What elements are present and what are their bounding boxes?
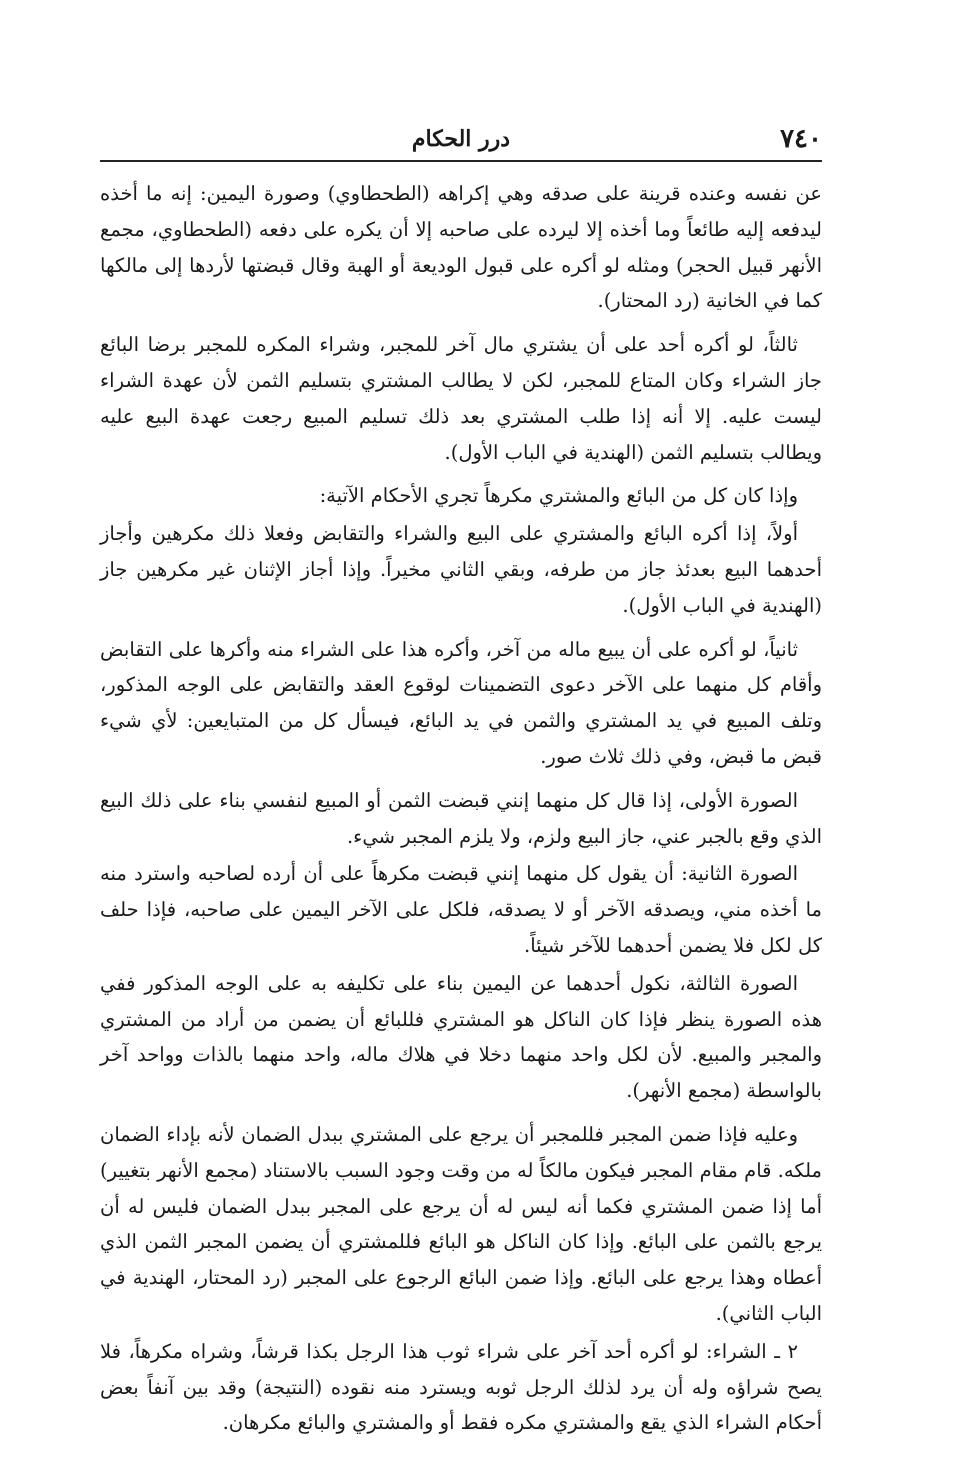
header-divider xyxy=(100,160,822,162)
paragraph-both-coerced-intro: وإذا كان كل من البائع والمشتري مكرهاً تجري الأحكام الآتية: xyxy=(319,484,798,508)
paragraph-first-case: أولاً، إذا أكره البائع والمشتري على البيع والشراء والتقابض وفعلا ذلك مكرهين وأجاز أحدهما البيع بعدئذ جاز من طرفه، وبقي الثاني مخيراً. وإذا أجاز الإثنان غير مكرهين جاز (الهندية في الباب الأول). xyxy=(100,522,822,617)
paragraph-purchase-section: ٢ ـ الشراء: لو أكره أحد آخر على شراء ثوب هذا الرجل بكذا قرشاً، وشراه مكرهاً، فلا يصح شراؤه وله أن يرد لذلك الرجل ثوبه ويسترد منه نقوده (النتيجة) وقد بين آنفاً بعض أحكام الشراء الذي يقع والمشتري مكره فقط أو والمشتري والبائع مكرهان. xyxy=(100,1339,822,1435)
paragraph-third-case: ثالثاً، لو أكره أحد على أن يشتري مال آخر للمجبر، وشراء المكره للمجبر برضا البائع جاز الشراء وكان المتاع للمجبر، لكن لا يطالب المشتري بتسليم الثمن لأن عهدة الشراء ليست عليه. إلا أنه إذا طلب المشتري بعد ذلك تسليم المبيع رجعت عهدة البيع عليه ويطالب بتسليم الثمن (الهندية في الباب الأول). xyxy=(100,333,822,464)
paragraph-guarantee: وعليه فإذا ضمن المجبر فللمجبر أن يرجع على المشتري ببدل الضمان لأنه بإداء الضمان ملكه. قام مقام المجبر فيكون مالكاً له من وقت وجود السبب بالاستناد (مجمع الأنهر بتغيير) أما إذا ضمن المشتري فكما أنه ليس له أن يرجع على المجبر ببدل الضمان فليس له أن يرجع بالثمن على البائع. وإذا كان الناكل هو البائع فللمشتري أن يضمن المجبر الثمن الذي أعطاه وهذا يرجع على البائع. وإذا ضمن البائع الرجوع على المجبر (رد المحتار، الهندية في الباب الثاني). xyxy=(100,1122,822,1325)
page-number: ٧٤٠ xyxy=(780,124,822,154)
paragraph-form-two: الصورة الثانية: أن يقول كل منهما إنني قبضت مكرهاً على أن أرده لصاحبه واسترد منه ما أخذه مني، ويصدقه الآخر أو لا يصدقه، فلكل على الآخر اليمين على صاحبه، فإذا حلف كل لكل فلا يضمن أحدهما للآخر شيئاً. xyxy=(100,862,822,957)
paragraph-form-one: الصورة الأولى، إذا قال كل منهما إنني قبضت الثمن أو المبيع لنفسي بناء على ذلك البيع الذي وقع بالجبر عني، جاز البيع ولزم، ولا يلزم المجبر شيء. xyxy=(100,788,822,848)
paragraph-form-three: الصورة الثالثة، نكول أحدهما عن اليمين بناء على تكليفه به على الوجه المذكور ففي هذه الصورة ينظر فإذا كان الناكل هو المشتري فللبائع أن يضمن من أراد من المشتري والمجبر والمبيع. لأن لكل واحد منهما دخلا في هلاك ماله، واحد منهما بالذات وواحد آخر بالواسطة (مجمع الأنهر). xyxy=(100,971,822,1103)
body-text xyxy=(100,176,822,1441)
paragraph-second-case: ثانياً، لو أكره على أن يبيع ماله من آخر، وأكره هذا على الشراء منه وأكرها على التقابض وأقام كل منهما على الآخر دعوى التضمينات لوقوع العقد والتقابض على الوجه المذكور، وتلف المبيع في يد المشتري والثمن في يد البائع، فيسأل كل من المتبايعين: لأي شيء قبض ما قبض، وفي ذلك ثلاث صور. xyxy=(100,637,822,768)
page-header xyxy=(100,124,822,160)
paragraph-continuation: عن نفسه وعنده قرينة على صدقه وهي إكراهه (الطحطاوي) وصورة اليمين: إنه ما أخذه ليدفعه إليه طائعاً وما أخذه إلا ليرده على صاحبه إلا أن يكره على دفعه (الطحطاوي، مجمع الأنهر قبيل الحجر) ومثله لو أكره على قبول الوديعة أو الهبة وقال قبضتها لأردها إلى مالكها كما في الخانية (رد المحتار). xyxy=(100,182,822,313)
running-title: درر الحكام xyxy=(411,126,511,152)
